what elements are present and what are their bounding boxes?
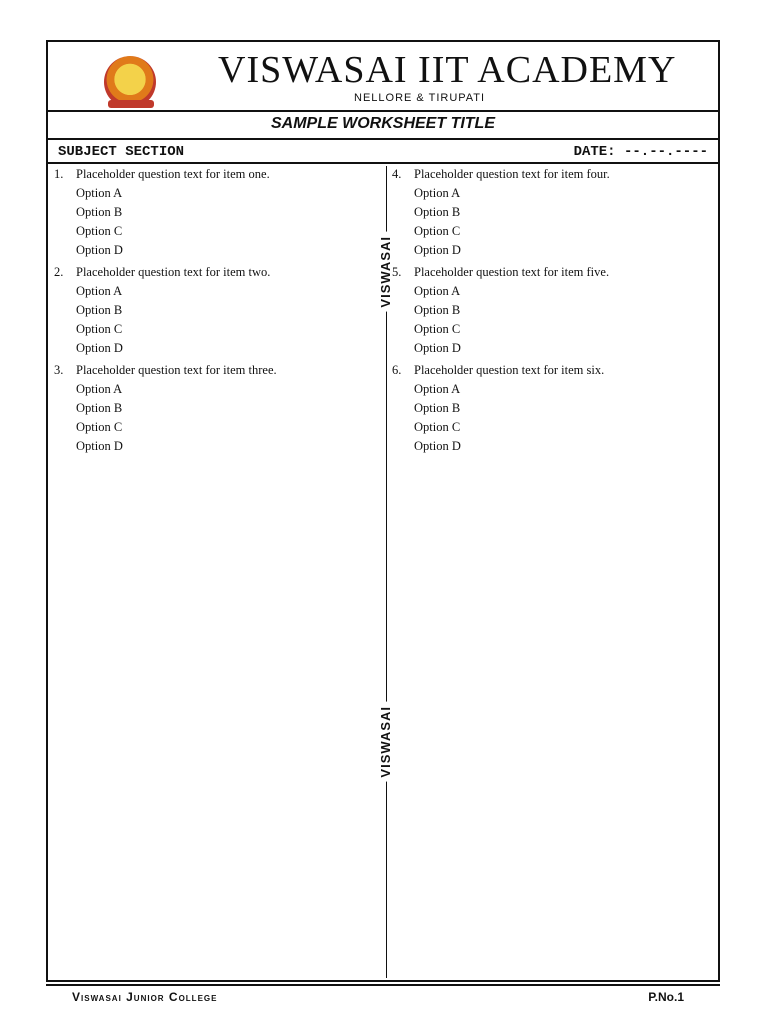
question-option: Option B <box>76 205 123 219</box>
question-option: Option A <box>76 186 123 200</box>
question-option: Option C <box>414 322 461 336</box>
brand-name: VISWASAI IIT ACADEMY <box>218 49 677 91</box>
watermark-top: VISWASAI <box>378 232 393 312</box>
question-number: 6. <box>392 363 402 377</box>
question-option: Option C <box>76 224 123 238</box>
question-option: Option A <box>414 284 461 298</box>
question-option: Option B <box>76 303 123 317</box>
question-item <box>54 264 380 356</box>
question-option: Option B <box>414 401 461 415</box>
question-text: Placeholder question text for item two. <box>76 265 271 279</box>
question-number: 4. <box>392 167 402 181</box>
header <box>48 42 718 112</box>
page-number: P.No.1 <box>648 990 684 1004</box>
question-item <box>54 362 380 454</box>
right-column <box>392 166 718 460</box>
question-option: Option A <box>76 382 123 396</box>
question-body <box>414 362 718 454</box>
left-column <box>54 166 380 460</box>
question-body <box>76 264 380 356</box>
question-option: Option D <box>76 341 123 355</box>
question-text: Placeholder question text for item five. <box>414 265 610 279</box>
question-option: Option D <box>414 439 461 453</box>
worksheet-title: SAMPLE WORKSHEET TITLE <box>271 115 495 132</box>
question-item <box>392 166 718 258</box>
question-item <box>54 166 380 258</box>
question-item <box>392 362 718 454</box>
question-text: Placeholder question text for item six. <box>414 363 605 377</box>
question-option: Option A <box>76 284 123 298</box>
question-item <box>392 264 718 356</box>
logo-ribbon <box>108 100 154 108</box>
location: NELLORE & TIRUPATI <box>354 92 486 104</box>
question-number: 5. <box>392 265 402 279</box>
question-text: Placeholder question text for item three. <box>76 363 277 377</box>
question-body <box>414 264 718 356</box>
question-number: 1. <box>54 167 64 181</box>
watermark-bottom: VISWASAI <box>378 702 393 782</box>
question-option: Option B <box>76 401 123 415</box>
question-option: Option D <box>76 243 123 257</box>
question-body <box>76 166 380 258</box>
question-number: 3. <box>54 363 64 377</box>
question-option: Option B <box>414 303 461 317</box>
college-name: Viswasai Junior College <box>72 990 218 1004</box>
footer <box>46 984 720 1012</box>
question-option: Option B <box>414 205 461 219</box>
question-text: Placeholder question text for item four. <box>414 167 610 181</box>
question-option: Option D <box>414 243 461 257</box>
question-text: Placeholder question text for item one. <box>76 167 270 181</box>
question-option: Option A <box>414 382 461 396</box>
question-option: Option C <box>414 224 461 238</box>
question-option: Option C <box>76 322 123 336</box>
page-frame <box>46 40 720 982</box>
date-label: DATE: --.--.---- <box>573 144 708 160</box>
question-option: Option D <box>414 341 461 355</box>
question-body <box>414 166 718 258</box>
question-option: Option D <box>76 439 123 453</box>
meta-band <box>48 138 718 164</box>
question-body <box>76 362 380 454</box>
section-label: SUBJECT SECTION <box>58 144 185 160</box>
question-option: Option C <box>414 420 461 434</box>
question-option: Option C <box>76 420 123 434</box>
question-number: 2. <box>54 265 64 279</box>
question-option: Option A <box>414 186 461 200</box>
